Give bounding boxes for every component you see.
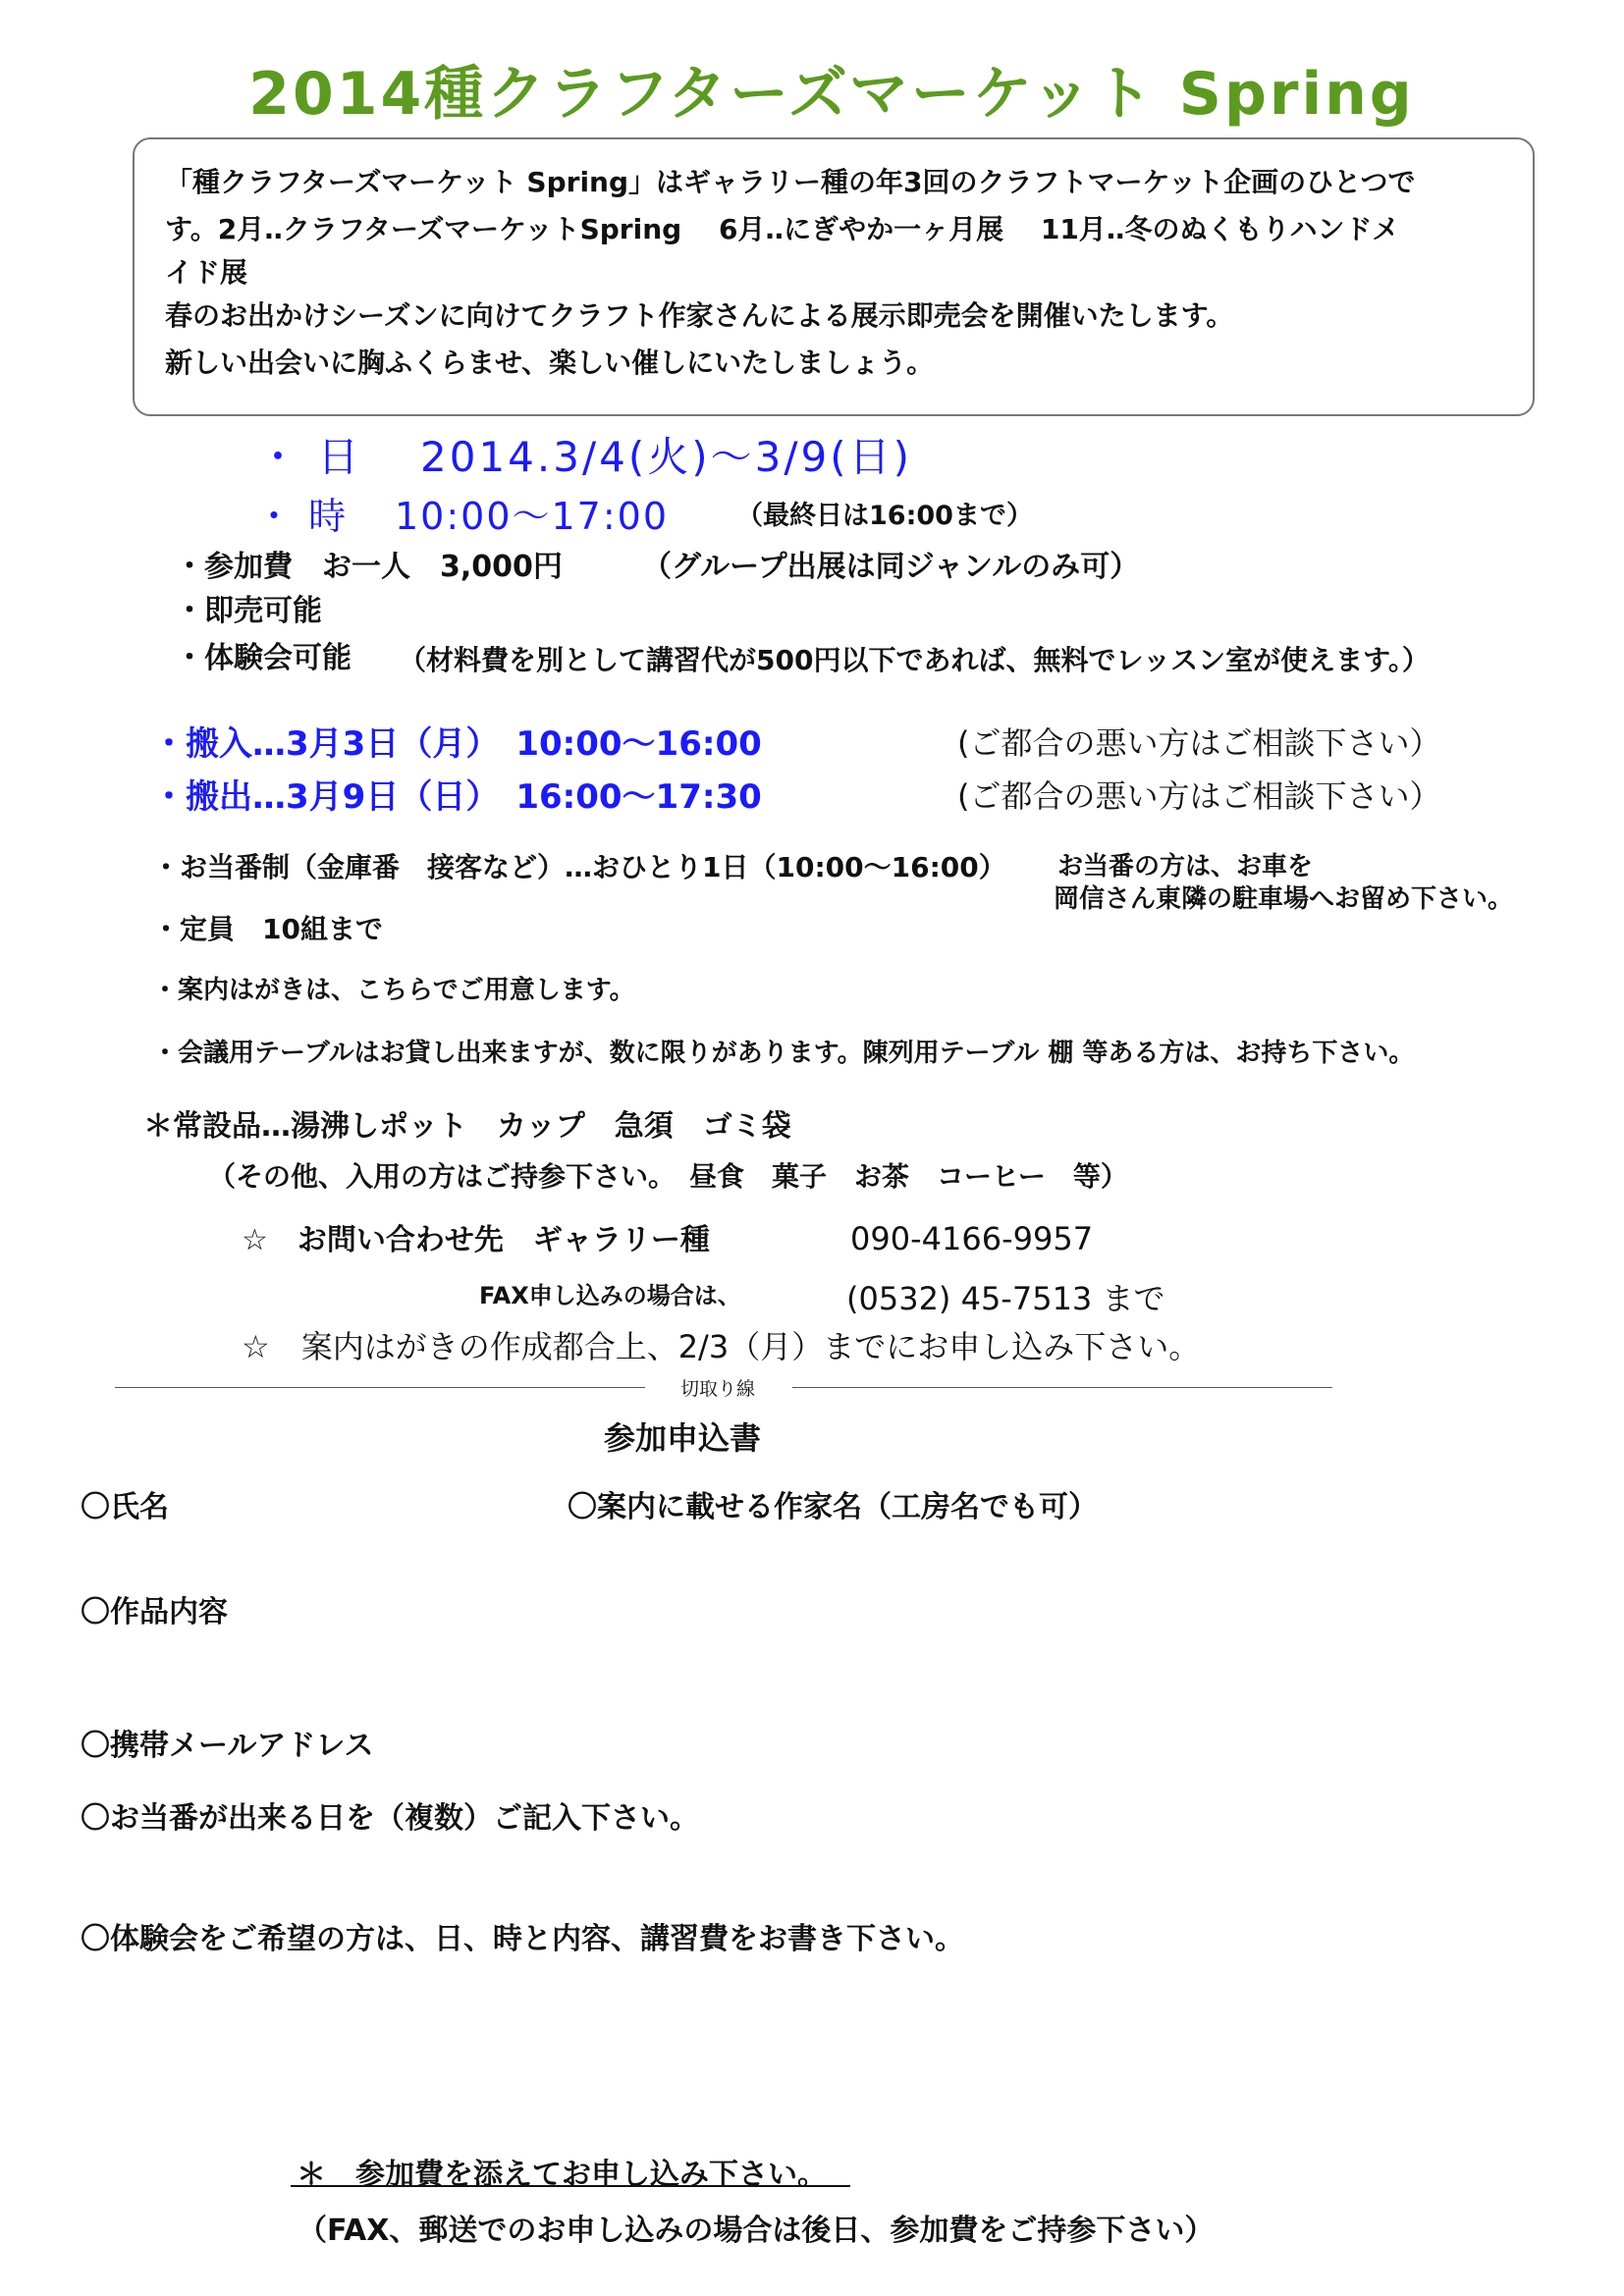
event-time-value: 10:00～17:00 <box>395 495 670 538</box>
carry-out-text: ・搬出…3月9日（日） 16:00～17:30 <box>152 777 762 817</box>
workshop-text: ・体験会可能 <box>175 641 352 675</box>
duty-parking-2: 岡信さん東隣の駐車場へお留め下さい。 <box>1054 884 1514 914</box>
duty-parking-1: お当番の方は、お車を <box>1057 852 1314 881</box>
intro-line: す。2月‥クラフターズマーケットSpring 6月‥にぎやか一ヶ月展 11月‥冬のぬくもりハンドメ <box>165 213 1400 245</box>
intro-line: 「種クラフターズマーケット Spring」はギャラリー種の年3回のクラフトマーケット企画のひとつで <box>165 166 1416 198</box>
tables-text: ・会議用テーブルはお貸し出来ますが、数に限りがあります。陳列用テーブル 棚 等ある方は、お持ち下さい。 <box>152 1039 1415 1068</box>
form-name-field: 〇氏名 <box>81 1490 169 1524</box>
form-duty-days-field: 〇お当番が出来る日を（複数）ご記入下さい。 <box>81 1801 699 1836</box>
form-works-field: 〇作品内容 <box>81 1595 228 1629</box>
postcard-text: ・案内はがきは、こちらでご用意します。 <box>152 976 635 1005</box>
capacity-text: ・定員 10組まで <box>152 913 383 945</box>
page-title: 2014種クラフターズマーケット Spring <box>248 60 1415 129</box>
supplies-standard: ＊常設品…湯沸しポット カップ 急須 ゴミ袋 <box>143 1109 791 1144</box>
cut-line-label: 切取り線 <box>680 1378 756 1400</box>
contact-label: ☆ お問い合わせ先 ギャラリー種 <box>242 1223 710 1257</box>
form-artist-name-field: 〇案内に載せる作家名（工房名でも可） <box>568 1490 1098 1524</box>
intro-line: 春のお出かけシーズンに向けてクラフト作家さんによる展示即売会を開催いたします。 <box>165 299 1234 332</box>
event-time-note: （最終日は16:00まで） <box>736 501 1033 531</box>
deadline-text: ☆ 案内はがきの作成都合上、2/3（月）までにお申し込み下さい。 <box>242 1328 1201 1365</box>
intro-text <box>165 159 1515 387</box>
form-workshop-request-field: 〇体験会をご希望の方は、日、時と内容、講習費をお書き下さい。 <box>81 1922 964 1956</box>
sales-text: ・即売可能 <box>175 594 322 628</box>
fee-note: （グループ出展は同ジャンルのみ可） <box>642 550 1140 584</box>
intro-line: イド展 <box>165 256 248 289</box>
contact-phone: 090-4166-9957 <box>850 1220 1094 1257</box>
workshop-note: （材料費を別として講習代が500円以下であれば、無料でレッスン室が使えます。） <box>399 644 1430 676</box>
carry-in-note: (ご都合の悪い方はご相談下さい） <box>957 724 1441 762</box>
intro-line: 新しい出会いに胸ふくらませ、楽しい催しにいたしましょう。 <box>165 347 935 379</box>
carry-out-note: (ご都合の悪い方はご相談下さい） <box>957 777 1441 815</box>
footer-note: ＊ 参加費を添えてお申し込み下さい。 <box>297 2158 827 2192</box>
fax-number: (0532) 45-7513 まで <box>846 1280 1165 1317</box>
form-email-field: 〇携帯メールアドレス <box>81 1729 374 1763</box>
event-date-value: 2014.3/4(火)～3/9(日) <box>420 433 912 481</box>
footer-subnote: （FAX、郵送でのお申し込みの場合は後日、参加費をご持参下さい） <box>298 2214 1215 2248</box>
fax-label: FAX申し込みの場合は、 <box>479 1282 741 1309</box>
fee-text: ・参加費 お一人 3,000円 <box>175 550 563 584</box>
supplies-bring: （その他、入用の方はご持参下さい。 昼食 菓子 お茶 コーヒー 等） <box>208 1160 1128 1193</box>
cut-line-right <box>792 1387 1332 1388</box>
carry-in-text: ・搬入…3月3日（月） 10:00～16:00 <box>152 724 762 764</box>
event-time-label: ・ 時 <box>255 495 349 538</box>
form-title: 参加申込書 <box>603 1419 761 1457</box>
cut-line-left <box>115 1387 645 1388</box>
footer-underline <box>291 2185 850 2187</box>
event-date-label: ・ 日 <box>257 433 362 481</box>
duty-text: ・お当番制（金庫番 接客など）…おひとり1日（10:00～16:00） <box>152 851 1006 883</box>
